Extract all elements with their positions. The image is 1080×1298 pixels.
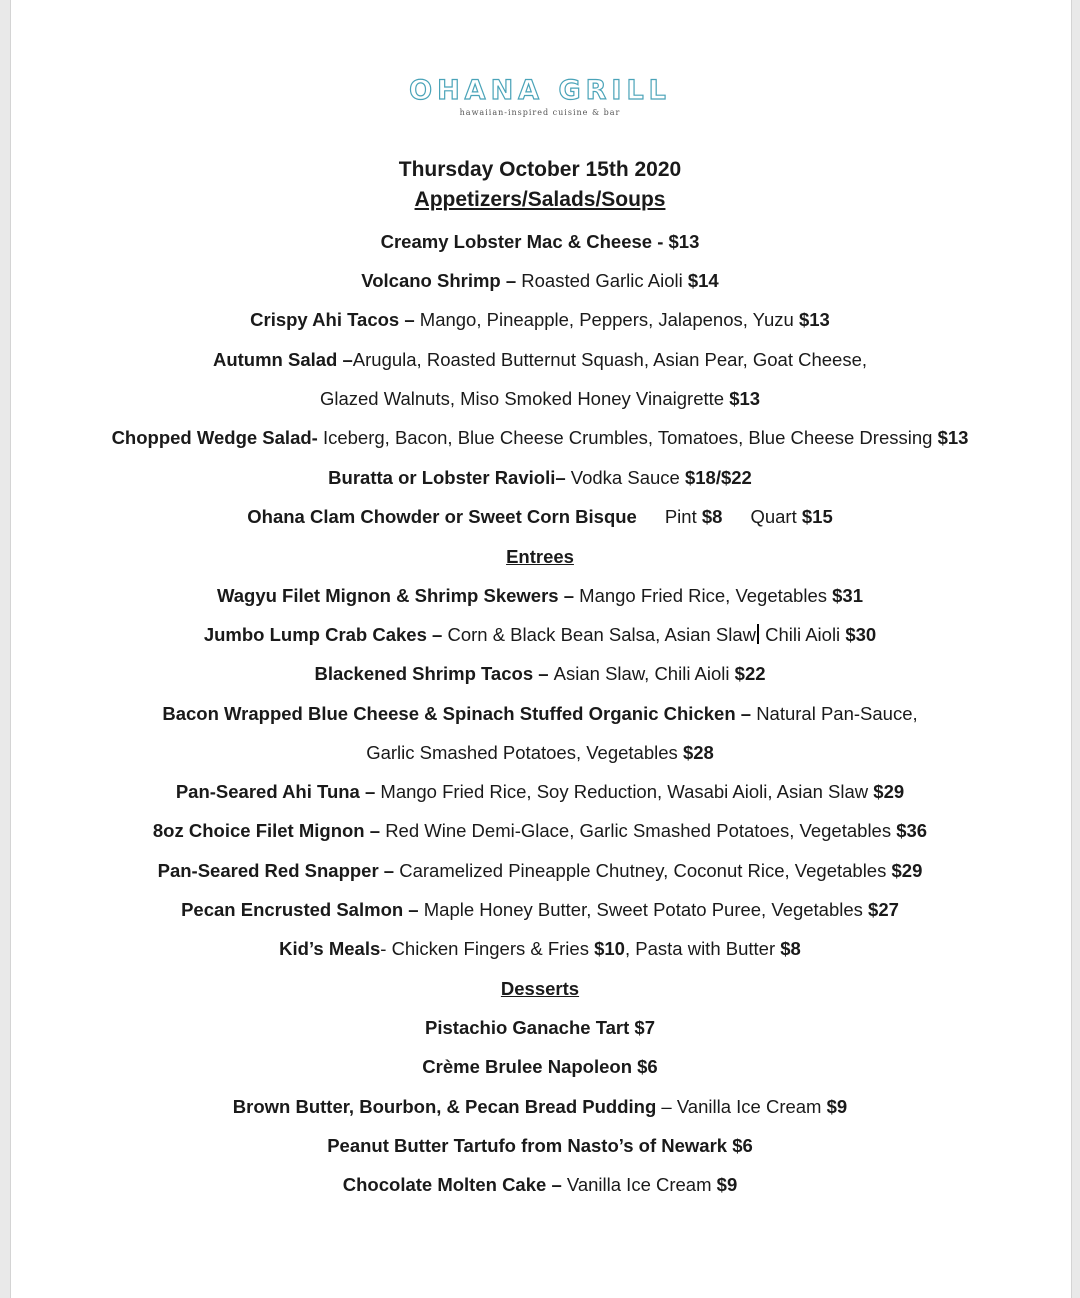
item-name: Jumbo Lump Crab Cakes – <box>203 624 448 645</box>
item-description: Roasted Garlic Aioli <box>521 270 688 291</box>
item-description: Red Wine Demi-Glace, Garlic Smashed Potatoes, Vegetables <box>385 820 897 841</box>
quart-label: Quart <box>750 506 802 527</box>
item-description: Corn & Black Bean Salsa, Asian Slaw <box>447 624 756 645</box>
item-description: Vodka Sauce <box>570 467 685 488</box>
item-name: Crispy Ahi Tacos – <box>250 309 420 330</box>
item-description: Arugula, Roasted Butternut Squash, Asian Pear, Goat Cheese, <box>352 349 868 370</box>
menu-item <box>0 1095 1080 1119</box>
item-description: Chili Aioli <box>759 624 846 645</box>
menu-item <box>0 662 1080 686</box>
item-description: Mango Fried Rice, Soy Reduction, Wasabi Aioli, Asian Slaw <box>380 781 874 802</box>
item-name: Wagyu Filet Mignon & Shrimp Skewers – <box>216 585 580 606</box>
item-name: Chopped Wedge Salad- <box>111 427 323 448</box>
item-price: $9 <box>716 1174 738 1195</box>
menu-item <box>0 1016 1080 1040</box>
item-name: Peanut Butter Tartufo from Nasto’s of Newark $6 <box>327 1135 753 1156</box>
menu-item-kids <box>0 937 1080 961</box>
menu-item <box>0 859 1080 883</box>
item-name: Chocolate Molten Cake – <box>342 1174 567 1195</box>
menu-item <box>0 230 1080 254</box>
item-name: Bacon Wrapped Blue Cheese & Spinach Stuffed Organic Chicken – <box>162 703 757 724</box>
item-description: Iceberg, Bacon, Blue Cheese Crumbles, Tomatoes, Blue Cheese Dressing <box>322 427 938 448</box>
pint-price: $8 <box>701 506 723 527</box>
menu-item <box>0 1055 1080 1079</box>
logo-tagline: hawaiian-inspired cuisine & bar <box>459 108 621 117</box>
item-name: Pecan Encrusted Salmon – <box>181 899 424 920</box>
item-price: $29 <box>873 781 905 802</box>
item-price: $28 <box>682 742 714 763</box>
menu-date: Thursday October 15th 2020 <box>398 158 682 181</box>
item-price: $14 <box>687 270 719 291</box>
item-price: $18/$22 <box>684 467 752 488</box>
item-name: Brown Butter, Bourbon, & Pecan Bread Pudding <box>232 1096 662 1117</box>
item-name: Creamy Lobster Mac & Cheese - $13 <box>380 231 700 252</box>
quart-price: $15 <box>801 506 833 527</box>
item-price: $9 <box>826 1096 848 1117</box>
item-description: Mango Fried Rice, Vegetables <box>579 585 833 606</box>
item-price: $10 <box>594 938 625 959</box>
menu-item <box>0 269 1080 293</box>
item-description: Garlic Smashed Potatoes, Vegetables <box>366 742 683 763</box>
item-price: $13 <box>937 427 969 448</box>
item-name: Buratta or Lobster Ravioli– <box>328 467 571 488</box>
item-description: Vanilla Ice Cream <box>566 1174 717 1195</box>
item-price: $29 <box>891 860 923 881</box>
menu-item <box>0 819 1080 843</box>
menu-item-continued <box>0 387 1080 411</box>
item-description: Mango, Pineapple, Peppers, Jalapenos, Yuzu <box>419 309 799 330</box>
menu-item <box>0 466 1080 490</box>
item-description: Maple Honey Butter, Sweet Potato Puree, Vegetables <box>423 899 869 920</box>
item-name: Crème Brulee Napoleon $6 <box>422 1056 658 1077</box>
item-description: - Chicken Fingers & Fries <box>380 938 595 959</box>
item-name: Autumn Salad – <box>212 349 353 370</box>
logo-title: OHANA GRILL <box>409 75 671 106</box>
item-name: Pan-Seared Red Snapper – <box>157 860 400 881</box>
item-price: $36 <box>896 820 928 841</box>
section-heading-entrees: Entrees <box>506 546 574 567</box>
menu-item <box>0 1173 1080 1197</box>
menu-item <box>0 348 1080 372</box>
item-name: Kid’s Meals <box>279 938 381 959</box>
item-description: Glazed Walnuts, Miso Smoked Honey Vinaigrette <box>319 388 730 409</box>
item-price: $13 <box>798 309 830 330</box>
item-description: Asian Slaw, Chili Aioli <box>553 663 735 684</box>
menu-item <box>0 780 1080 804</box>
menu-item <box>0 1134 1080 1158</box>
section-heading-appetizers: Appetizers/Salads/Soups <box>414 188 666 211</box>
menu-item-soup <box>0 505 1080 529</box>
menu-item-continued <box>0 741 1080 765</box>
menu-item <box>0 584 1080 608</box>
item-price: $30 <box>845 624 877 645</box>
menu-item <box>0 623 1080 647</box>
item-description: Caramelized Pineapple Chutney, Coconut Rice, Vegetables <box>399 860 892 881</box>
item-name: Ohana Clam Chowder or Sweet Corn Bisque <box>247 506 637 527</box>
menu-item <box>0 426 1080 450</box>
menu-item <box>0 702 1080 726</box>
item-description: Natural Pan-Sauce, <box>756 703 918 724</box>
section-heading-desserts: Desserts <box>500 978 580 999</box>
item-price: $13 <box>729 388 761 409</box>
item-description: – Vanilla Ice Cream <box>661 1096 827 1117</box>
item-name: Pan-Seared Ahi Tuna – <box>175 781 381 802</box>
item-name: Blackened Shrimp Tacos – <box>314 663 554 684</box>
menu-item <box>0 898 1080 922</box>
item-price: $8 <box>780 938 801 959</box>
item-name: 8oz Choice Filet Mignon – <box>152 820 386 841</box>
item-description: , Pasta with Butter <box>624 938 781 959</box>
menu-item <box>0 308 1080 332</box>
item-name: Volcano Shrimp – <box>361 270 522 291</box>
item-price: $31 <box>832 585 864 606</box>
item-name: Pistachio Ganache Tart $7 <box>425 1017 655 1038</box>
logo <box>360 76 720 117</box>
item-price: $27 <box>868 899 899 920</box>
pint-label: Pint <box>664 506 702 527</box>
item-price: $22 <box>734 663 766 684</box>
text-cursor <box>757 624 759 644</box>
